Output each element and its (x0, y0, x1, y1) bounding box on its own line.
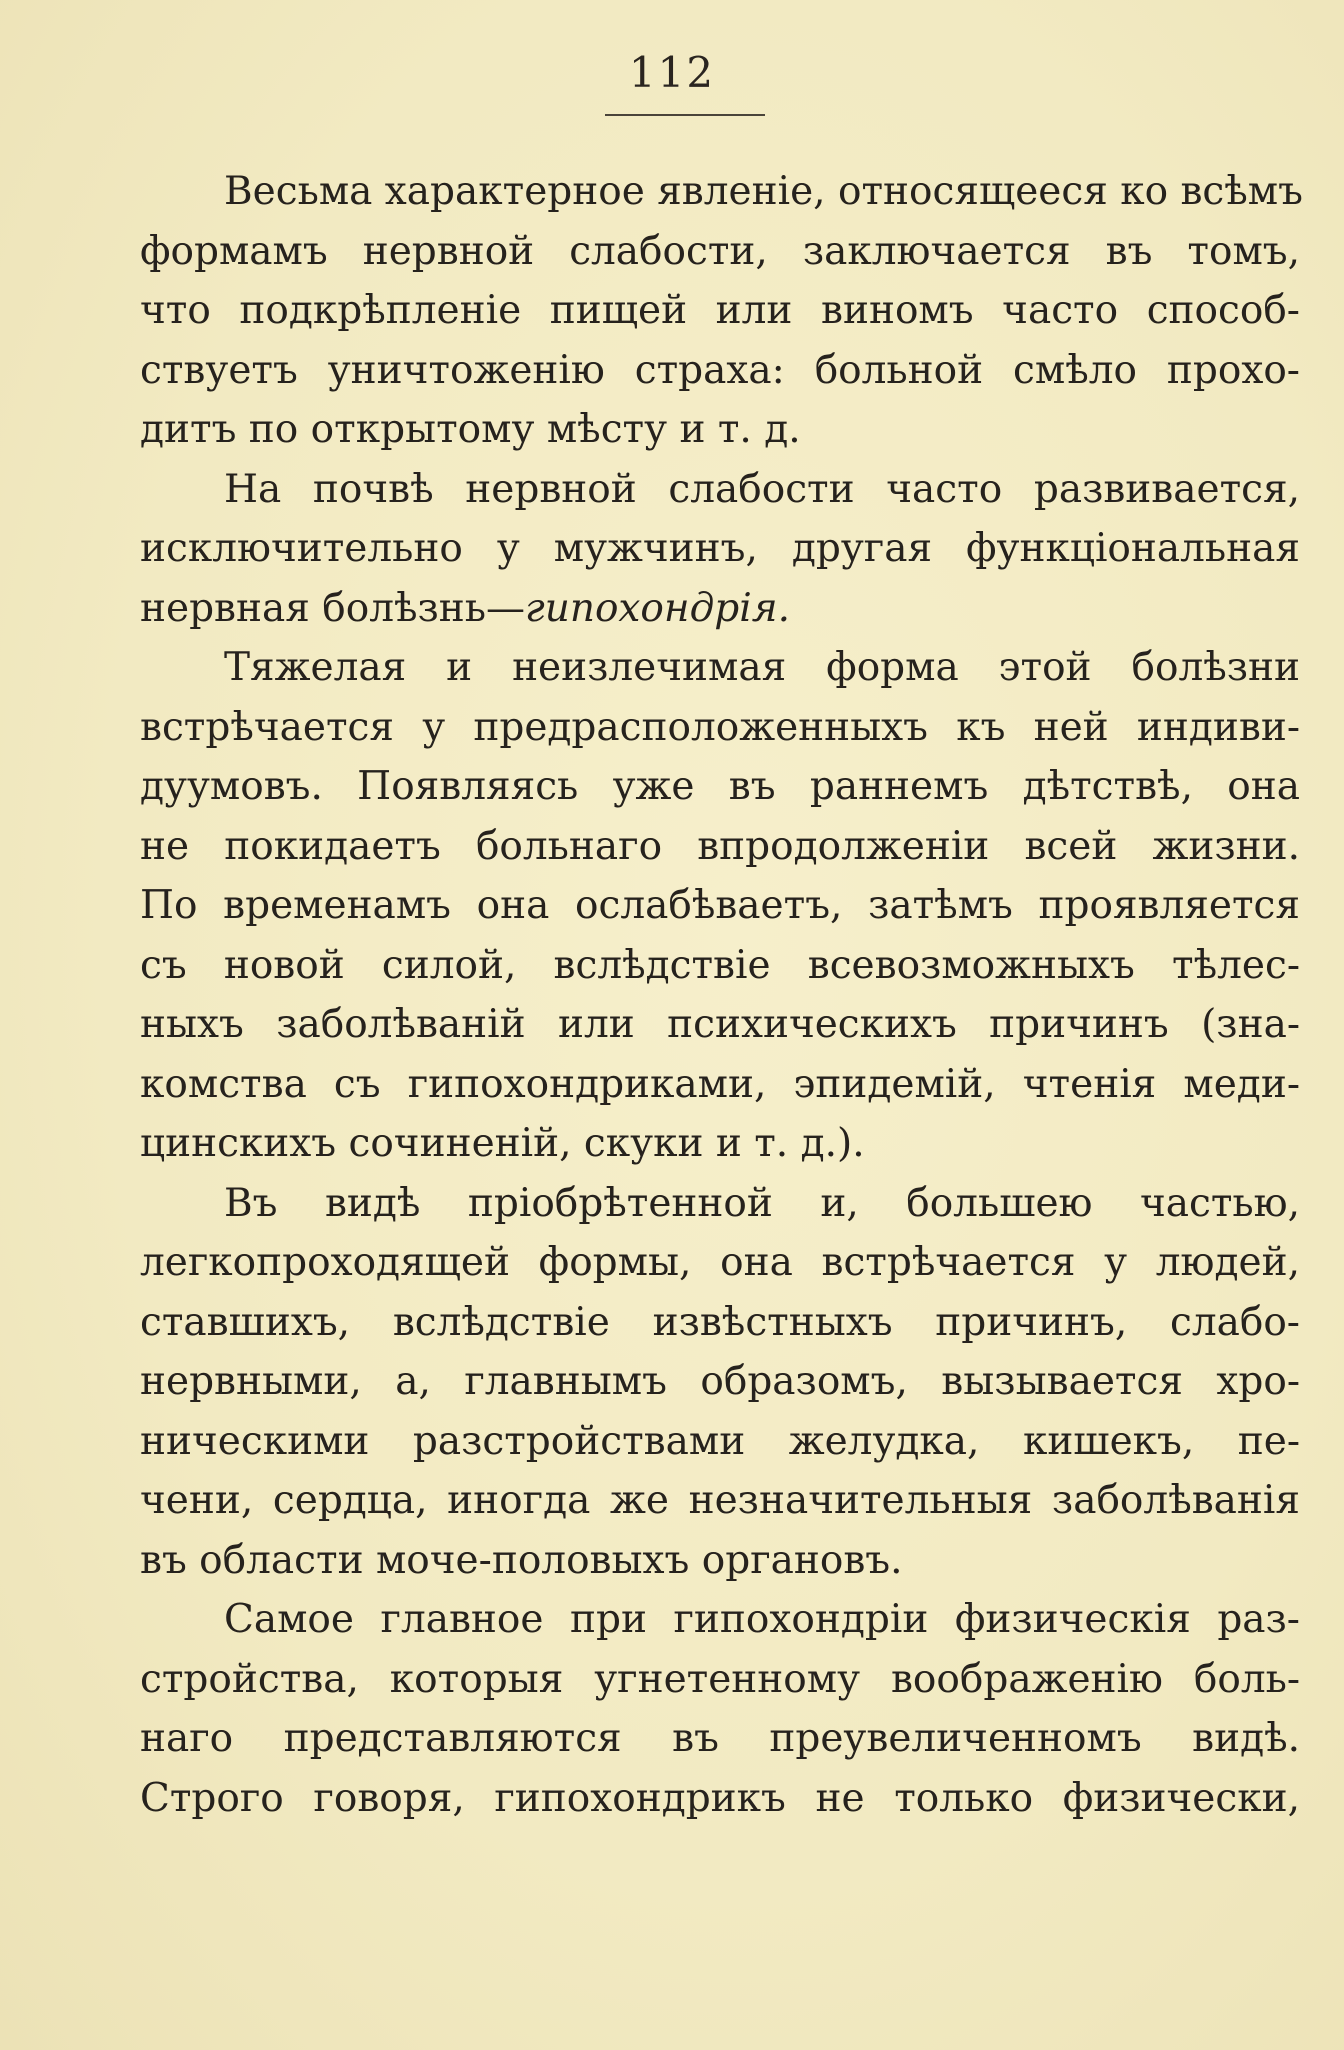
text-line: исключительно у мужчинъ, другая функціональная (140, 526, 1300, 571)
text-line: ствуетъ уничтоженію страха: больной смѣло прохо- (140, 347, 1300, 393)
text-line: стройства, которыя угнетенному воображенію боль- (140, 1656, 1300, 1702)
text-line: дитъ по открытому мѣсту и т. д. (140, 407, 801, 452)
text-line: ныхъ заболѣваній или психическихъ причинъ (зна- (140, 1002, 1300, 1047)
text-line: чени, сердца, иногда же незначительныя заболѣванія (140, 1478, 1300, 1523)
text-line: нервными, а, главнымъ образомъ, вызывается хро- (140, 1359, 1300, 1404)
text-line: Самое главное при гипохондріи физическія раз- (224, 1597, 1300, 1642)
text-line: въ области моче-половыхъ органовъ. (140, 1537, 903, 1583)
paragraph (140, 1174, 1300, 1591)
text-line: не покидаетъ больнаго впродолженіи всей жизни. (140, 823, 1300, 869)
text-line-prefix: нервная болѣзнь— (140, 585, 525, 631)
page-number: 112 (628, 48, 716, 97)
text-line: дуумовъ. Появляясь уже въ раннемъ дѣтствѣ, она (140, 764, 1300, 809)
text-line: ставшихъ, вслѣдствіе извѣстныхъ причинъ, слабо- (140, 1299, 1300, 1345)
text-line: комства съ гипохондриками, эпидемій, чтенія меди- (140, 1061, 1300, 1107)
page-number-container (0, 48, 1344, 97)
paragraph (140, 638, 1300, 1174)
text-line: формамъ нервной слабости, заключается въ томъ, (140, 228, 1300, 274)
emphasized-term: гипохондрія. (525, 585, 790, 631)
text-line: Тяжелая и неизлечимая форма этой болѣзни (224, 645, 1300, 690)
text-line: наго представляются въ преувеличенномъ видѣ. (140, 1716, 1300, 1761)
text-line: легкопроходящей формы, она встрѣчается у людей, (140, 1240, 1300, 1285)
text-line (140, 579, 1300, 639)
paragraph (140, 1590, 1300, 1828)
body-text (140, 162, 1303, 1828)
text-line: ническими разстройствами желудка, кишекъ, пе- (140, 1418, 1300, 1464)
text-line: цинскихъ сочиненій, скуки и т. д.). (140, 1121, 865, 1166)
text-line: встрѣчается у предрасположенныхъ къ ней индиви- (140, 704, 1300, 750)
text-line: что подкрѣпленіе пищей или виномъ часто способ- (140, 288, 1300, 333)
text-line: Весьма характерное явленіе, относящееся ко всѣмъ (224, 169, 1303, 214)
paragraph (140, 162, 1303, 460)
text-line: По временамъ она ослабѣваетъ, затѣмъ проявляется (140, 883, 1300, 928)
paragraph (140, 460, 1300, 639)
page-number-rule (605, 114, 765, 116)
text-line: На почвѣ нервной слабости часто развивается, (224, 466, 1300, 512)
text-line: Въ видѣ пріобрѣтенной и, большею частью, (224, 1180, 1300, 1226)
text-line: съ новой силой, вслѣдствіе всевозможныхъ тѣлес- (140, 942, 1300, 988)
text-line: Строго говоря, гипохондрикъ не только физически, (140, 1775, 1300, 1821)
